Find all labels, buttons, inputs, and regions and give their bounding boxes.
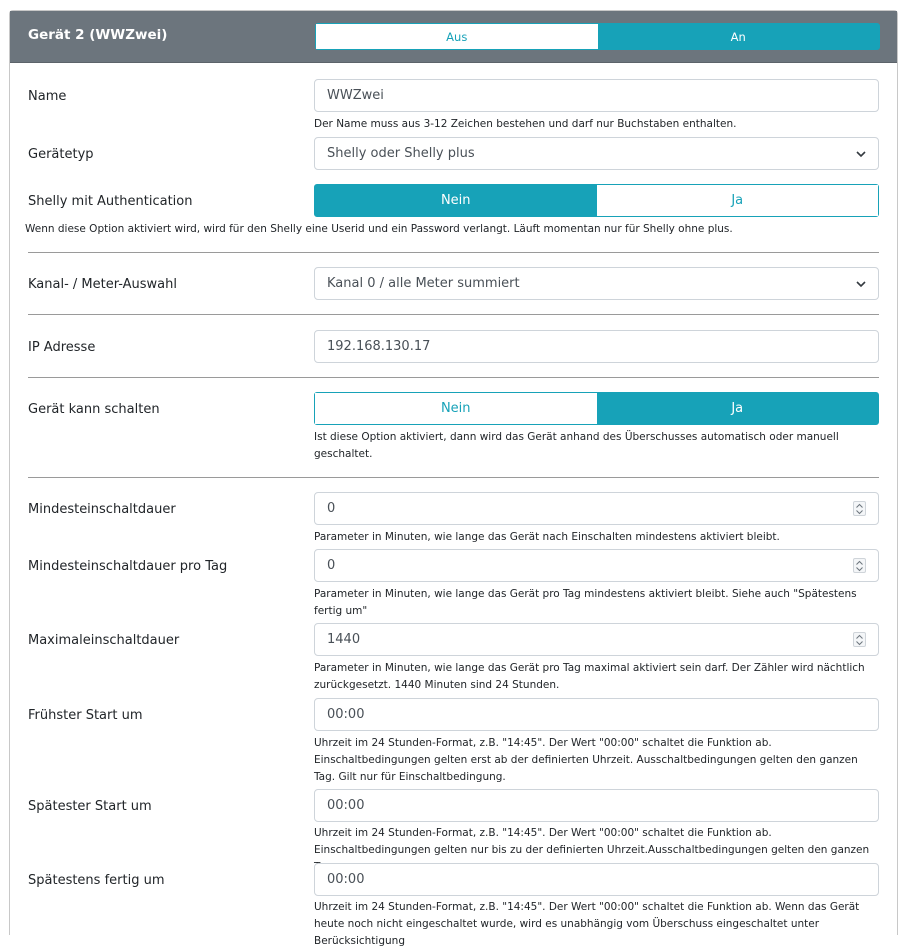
latest-start-help: Uhrzeit im 24 Stunden-Format, z.B. "14:45". Der Wert "00:00" schaltet die Funktion ab. Einschaltbedingungen gelten nur bis zu der definierten Uhrzeit.Ausschaltbedingungen gelten den ganzen	[314, 827, 870, 856]
max-on-label: Maximaleinschaltdauer	[28, 633, 180, 648]
chevron-down-icon	[856, 280, 866, 288]
power-on-button[interactable]: An	[598, 24, 880, 49]
finish-by-value: 00:00	[327, 872, 365, 887]
min-on-label: Mindesteinschaltdauer	[28, 502, 176, 517]
device-type-select[interactable]	[314, 137, 879, 170]
number-spinner-icon[interactable]	[853, 501, 866, 516]
min-on-day-label: Mindesteinschaltdauer pro Tag	[28, 559, 228, 574]
latest-start-input[interactable]	[314, 789, 879, 822]
min-on-day-input[interactable]	[314, 549, 879, 582]
device-power-toggle[interactable]	[315, 23, 880, 50]
min-on-help: Parameter in Minuten, wie lange das Gerät nach Einschalten mindestens aktiviert bleibt.	[314, 531, 780, 543]
channel-value: Kanal 0 / alle Meter summiert	[327, 276, 520, 291]
divider	[28, 477, 879, 478]
ip-label: IP Adresse	[28, 340, 96, 355]
latest-start-label: Spätester Start um	[28, 799, 152, 814]
max-on-input[interactable]	[314, 623, 879, 656]
min-on-input[interactable]	[314, 492, 879, 525]
auth-no-button[interactable]: Nein	[315, 185, 597, 216]
can-switch-toggle[interactable]	[314, 392, 879, 425]
divider	[28, 252, 879, 253]
channel-select[interactable]	[314, 267, 879, 300]
finish-by-input[interactable]	[314, 863, 879, 896]
device-card	[9, 10, 898, 947]
number-spinner-icon[interactable]	[853, 558, 866, 573]
name-help: Der Name muss aus 3-12 Zeichen bestehen und darf nur Buchstaben enthalten.	[314, 118, 737, 130]
divider	[28, 377, 879, 378]
ip-input[interactable]	[314, 330, 879, 363]
can-switch-help: Ist diese Option aktiviert, dann wird das Gerät anhand des Überschusses automatisch oder manuell geschaltet.	[314, 431, 839, 460]
name-input[interactable]	[314, 79, 879, 112]
max-on-help: Parameter in Minuten, wie lange das Gerät pro Tag maximal aktiviert sein darf. Der Zähler wird nächtlich zurückgesetzt. 1440 Minuten sind 24 Stunden.	[314, 662, 865, 691]
finish-by-label: Spätestens fertig um	[28, 873, 165, 888]
number-spinner-icon[interactable]	[853, 632, 866, 647]
name-label: Name	[28, 89, 67, 104]
auth-yes-button[interactable]: Ja	[597, 185, 879, 216]
can-switch-no-button[interactable]: Nein	[315, 393, 597, 424]
min-on-day-help: Parameter in Minuten, wie lange das Gerät pro Tag mindestens aktiviert bleibt. Siehe auch "Spätestens fertig um"	[314, 588, 857, 617]
finish-by-help: Uhrzeit im 24 Stunden-Format, z.B. "14:45". Der Wert "00:00" schaltet die Funktion ab. Wenn das Gerät heute noch nicht eingeschaltet wurde, wird es unabhängig vom Überschuss eingeschaltet unter Berücksichtigung	[314, 901, 860, 947]
device-type-label: Gerätetyp	[28, 147, 94, 162]
auth-help: Wenn diese Option aktiviert wird, wird für den Shelly eine Userid und ein Password verlangt. Läuft momentan nur für Shelly ohne plus.	[25, 223, 733, 235]
power-off-button[interactable]: Aus	[316, 24, 598, 49]
device-type-value: Shelly oder Shelly plus	[327, 146, 475, 161]
channel-label: Kanal- / Meter-Auswahl	[28, 277, 177, 292]
min-on-day-value: 0	[327, 558, 336, 573]
earliest-start-help: Uhrzeit im 24 Stunden-Format, z.B. "14:45". Der Wert "00:00" schaltet die Funktion ab. Einschaltbedingungen gelten erst ab der definierten Uhrzeit. Ausschaltbedingungen gelten den ganzen Tag. Gilt nur für Einschaltbedingung.	[314, 737, 858, 783]
latest-start-value: 00:00	[327, 798, 365, 813]
min-on-value: 0	[327, 501, 336, 516]
earliest-start-value: 00:00	[327, 707, 365, 722]
auth-toggle[interactable]	[314, 184, 879, 217]
card-header	[10, 11, 897, 63]
earliest-start-label: Frühster Start um	[28, 708, 143, 723]
max-on-value: 1440	[327, 632, 361, 647]
can-switch-label: Gerät kann schalten	[28, 402, 160, 417]
chevron-down-icon	[856, 150, 866, 158]
can-switch-yes-button[interactable]: Ja	[597, 393, 879, 424]
divider	[28, 314, 879, 315]
auth-label: Shelly mit Authentication	[28, 194, 193, 209]
ip-value: 192.168.130.17	[327, 339, 431, 354]
earliest-start-input[interactable]	[314, 698, 879, 731]
name-value: WWZwei	[327, 88, 384, 103]
device-title: Gerät 2 (WWZwei)	[28, 27, 168, 43]
